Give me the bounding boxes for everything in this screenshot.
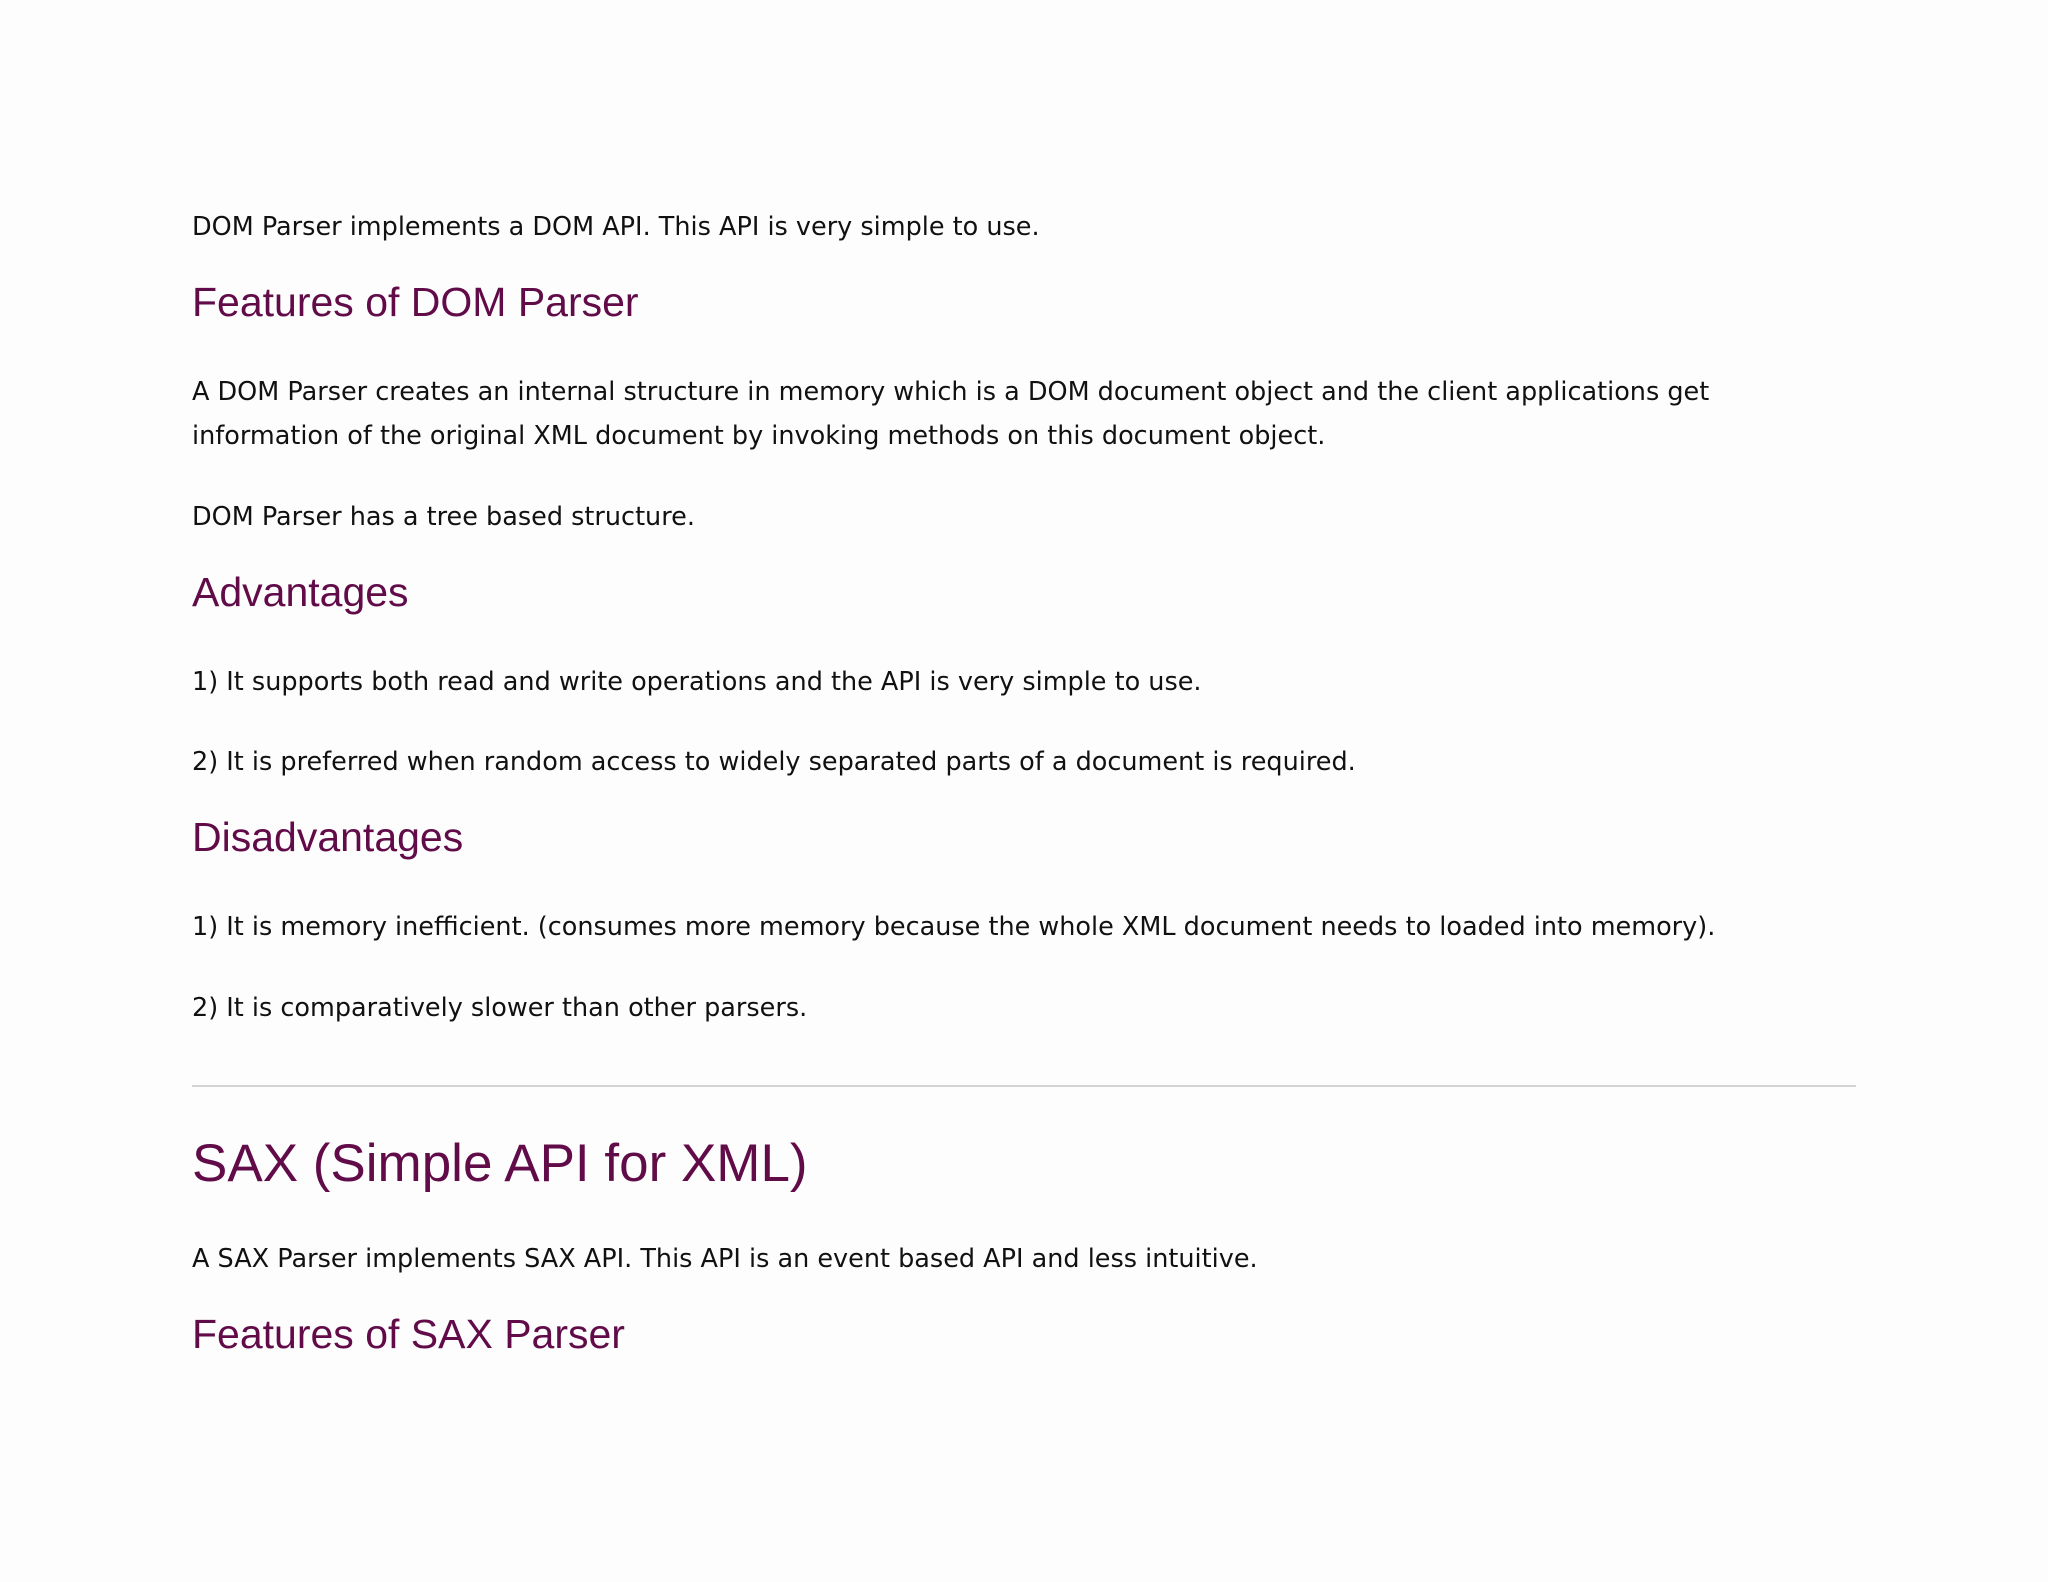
features-dom-paragraph-line-1: A DOM Parser creates an internal structure in memory which is a DOM document object and the client applications get xyxy=(192,377,1710,407)
features-dom-paragraph-line-2: information of the original XML document by invoking methods on this document object. xyxy=(192,421,1326,451)
disadvantages-heading: Disadvantages xyxy=(192,814,464,860)
advantage-item-1: 1) It supports both read and write operations and the API is very simple to use. xyxy=(192,667,1202,697)
features-dom-heading: Features of DOM Parser xyxy=(192,279,639,325)
advantage-item-2: 2) It is preferred when random access to widely separated parts of a document is required. xyxy=(192,747,1356,777)
advantages-heading: Advantages xyxy=(192,569,409,615)
disadvantage-item-2: 2) It is comparatively slower than other parsers. xyxy=(192,993,808,1023)
features-sax-heading: Features of SAX Parser xyxy=(192,1311,625,1357)
section-divider xyxy=(192,1085,1856,1087)
sax-title: SAX (Simple API for XML) xyxy=(192,1134,808,1193)
intro-paragraph: DOM Parser implements a DOM API. This API is very simple to use. xyxy=(192,212,1040,242)
tree-structure-paragraph: DOM Parser has a tree based structure. xyxy=(192,502,695,532)
disadvantage-item-1: 1) It is memory inefficient. (consumes more memory because the whole XML document needs to loaded into memory). xyxy=(192,912,1716,942)
sax-intro-paragraph: A SAX Parser implements SAX API. This API is an event based API and less intuitive. xyxy=(192,1244,1258,1274)
